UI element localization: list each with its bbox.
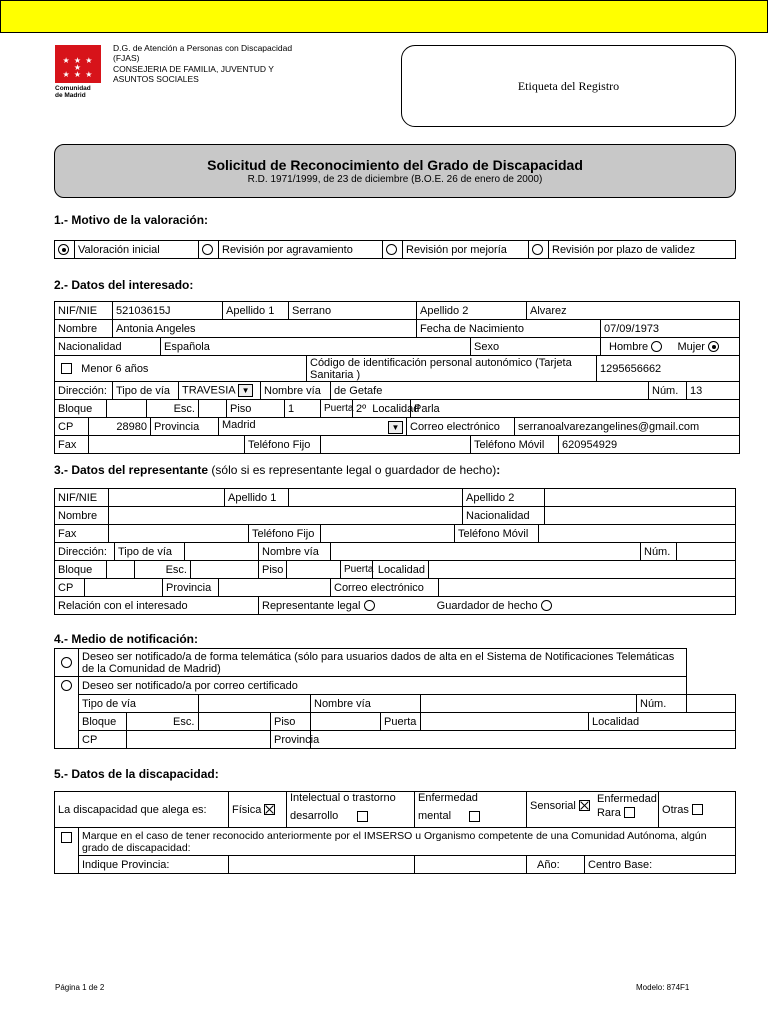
- rep-row5: [54, 560, 736, 579]
- nombre-via-label: Nombre vía: [261, 382, 331, 400]
- not-bloque-label: Bloque: [79, 713, 127, 731]
- radio-correo-certificado[interactable]: [55, 677, 79, 749]
- rep-fax-field[interactable]: [109, 525, 249, 543]
- section-5-heading: 5.- Datos de la discapacidad:: [54, 767, 219, 781]
- interesado-row8: [54, 435, 740, 454]
- rep-cp-field[interactable]: [85, 579, 163, 597]
- telematica-label: Deseo ser notificado/a de forma telemática (sólo para usuarios dados de alta en el Sistema de Notificaciones Telemáticas de la Comunidad de Madrid): [79, 649, 687, 677]
- rep-tipo-via-field[interactable]: [185, 543, 259, 561]
- puerta-label: Puerta: [321, 400, 353, 418]
- rep-row6: [54, 578, 736, 597]
- stars-icon: ★ ★ ★ ★ ★ ★ ★: [62, 56, 94, 79]
- not-esc-field[interactable]: [199, 713, 271, 731]
- rep-legal-label: Representante legal: [262, 599, 361, 612]
- label-plazo-validez: Revisión por plazo de validez: [549, 241, 736, 259]
- interesado-row1: [54, 301, 740, 320]
- piso-label: Piso: [227, 400, 285, 418]
- fax-label: Fax: [55, 436, 89, 454]
- radio-hombre[interactable]: [651, 341, 662, 352]
- bloque-label: Bloque: [55, 400, 107, 418]
- radio-agravamiento[interactable]: [199, 241, 219, 259]
- rep-direccion-label: Dirección:: [55, 543, 115, 561]
- notificacion-table: [54, 648, 736, 749]
- comunidad-madrid-logo: [55, 45, 103, 99]
- rep-tel-fijo-field[interactable]: [321, 525, 455, 543]
- dept-line-2: CONSEJERIA DE FAMILIA, JUVENTUD Y ASUNTOS SOCIALES: [113, 64, 274, 84]
- checkbox-fisica[interactable]: [264, 804, 275, 815]
- esc-label: Esc.: [147, 400, 199, 418]
- nombre-label: Nombre: [55, 320, 113, 338]
- not-num-label: Núm.: [637, 695, 687, 713]
- rep-apellido2-field[interactable]: [545, 489, 736, 507]
- rep-row3: [54, 524, 736, 543]
- model-number: Modelo: 874F1: [636, 983, 690, 992]
- rep-bloque-field[interactable]: [107, 561, 135, 579]
- indique-provincia-field[interactable]: [229, 856, 415, 874]
- rep-apellido1-field[interactable]: [289, 489, 463, 507]
- menor-6-label: Menor 6 años: [81, 362, 149, 375]
- correo-label: Correo electrónico: [407, 418, 515, 436]
- rep-provincia-field[interactable]: [219, 579, 331, 597]
- num-label: Núm.: [649, 382, 687, 400]
- not-puerta-label: Puerta: [381, 713, 421, 731]
- rep-row2: [54, 506, 736, 525]
- rep-row4: [54, 542, 736, 561]
- rep-bloque-label: Bloque: [55, 561, 107, 579]
- rep-tel-fijo-label: Teléfono Fijo: [249, 525, 321, 543]
- interesado-row3: [54, 337, 740, 356]
- not-nombre-via-label: Nombre vía: [311, 695, 421, 713]
- fecha-nacimiento-label: Fecha de Nacimiento: [417, 320, 601, 338]
- rep-tel-movil-label: Teléfono Móvil: [455, 525, 539, 543]
- provincia-label: Provincia: [151, 418, 219, 436]
- rep-nif-field[interactable]: [109, 489, 225, 507]
- rep-provincia-label: Provincia: [163, 579, 219, 597]
- radio-valoracion-inicial[interactable]: [55, 241, 75, 259]
- cp-label: CP: [55, 418, 89, 436]
- provincia-select[interactable]: Madrid ▼: [219, 418, 407, 436]
- otras-cell: Otras: [659, 792, 736, 828]
- section-4-heading: 4.- Medio de notificación:: [54, 632, 199, 646]
- cp-field[interactable]: 28980: [89, 418, 151, 436]
- not-puerta-field[interactable]: [421, 713, 589, 731]
- radio-plazo-validez[interactable]: [529, 241, 549, 259]
- rep-fax-label: Fax: [55, 525, 109, 543]
- interesado-row5: [54, 381, 740, 400]
- rep-tel-movil-field[interactable]: [539, 525, 736, 543]
- not-localidad-label: Localidad: [592, 715, 640, 728]
- radio-mejoria[interactable]: [383, 241, 403, 259]
- department-info: [113, 43, 293, 85]
- rep-esc-field[interactable]: [191, 561, 259, 579]
- rep-relacion-label: Relación con el interesado: [55, 597, 259, 615]
- rep-correo-field[interactable]: [439, 579, 736, 597]
- rep-apellido1-label: Apellido 1: [225, 489, 289, 507]
- rep-row7: [54, 596, 736, 615]
- radio-mujer[interactable]: [708, 341, 719, 352]
- indique-provincia-label: Indique Provincia:: [79, 856, 229, 874]
- section-2-heading: 2.- Datos del interesado:: [54, 278, 194, 292]
- radio-guardador[interactable]: [541, 600, 552, 611]
- registry-label-box: Etiqueta del Registro: [401, 45, 736, 127]
- rep-tipo-via-label: Tipo de vía: [115, 543, 185, 561]
- apellido2-field[interactable]: Alvarez: [527, 302, 740, 320]
- rep-piso-label: Piso: [259, 561, 287, 579]
- rep-puerta-label: Puerta: [341, 561, 373, 579]
- not-num-field[interactable]: [686, 695, 736, 713]
- tel-fijo-field[interactable]: [321, 436, 471, 454]
- sexo-options: [601, 338, 740, 356]
- logo-text: Comunidad de Madrid: [55, 85, 91, 99]
- anio-label: Año:: [537, 858, 560, 871]
- interesado-row6: [54, 399, 740, 418]
- centro-base-label: Centro Base:: [585, 856, 736, 874]
- dept-line-1: D.G. de Atención a Personas con Discapacidad (FJAS): [113, 43, 293, 63]
- localidad-field[interactable]: Parla: [411, 400, 740, 418]
- rep-row1: [54, 488, 736, 507]
- rep-cp-label: CP: [55, 579, 85, 597]
- rep-nombre-label: Nombre: [55, 507, 109, 525]
- not-bloque-esc: [127, 713, 199, 731]
- checkbox-mental[interactable]: [469, 811, 480, 822]
- menor-6-cell: [55, 356, 307, 382]
- apellido1-label: Apellido 1: [223, 302, 289, 320]
- marque-label: Marque en el caso de tener reconocido anteriormente por el IMSERSO u Organismo competente de una Comunidad Autónoma, algún grado de discapacidad:: [79, 828, 736, 856]
- rep-localidad-field[interactable]: [429, 561, 736, 579]
- checkbox-reconocido[interactable]: [55, 828, 79, 874]
- guardador-label: Guardador de hecho: [436, 599, 538, 612]
- checkbox-menor-6[interactable]: [61, 363, 72, 374]
- apellido2-label: Apellido 2: [417, 302, 527, 320]
- radio-telematica[interactable]: [55, 649, 79, 677]
- piso-field[interactable]: 1: [285, 400, 321, 418]
- checkbox-intelectual[interactable]: [357, 811, 368, 822]
- checkbox-rara[interactable]: [624, 807, 635, 818]
- not-esc-label: Esc.: [173, 715, 195, 728]
- tipo-via-select[interactable]: TRAVESIA ▼: [179, 382, 261, 400]
- page-number: Página 1 de 2: [55, 983, 105, 992]
- not-localidad: [589, 713, 736, 731]
- rep-nombre-field[interactable]: [109, 507, 463, 525]
- chevron-down-icon[interactable]: ▼: [238, 384, 253, 397]
- logo-flag: [55, 45, 101, 83]
- interesado-row2: [54, 319, 740, 338]
- rep-apellido2-label: Apellido 2: [463, 489, 545, 507]
- num-field[interactable]: 13: [687, 382, 740, 400]
- puerta-field[interactable]: 2º: [356, 402, 367, 415]
- rep-nacionalidad-field[interactable]: [545, 507, 736, 525]
- section-1-heading: 1.- Motivo de la valoración:: [54, 213, 209, 227]
- nif-field[interactable]: 52103615J: [113, 302, 223, 320]
- label-valoracion-inicial: Valoración inicial: [75, 241, 199, 259]
- checkbox-sensorial[interactable]: [579, 800, 590, 811]
- rep-nombre-via-field[interactable]: [331, 543, 641, 561]
- alega-label: La discapacidad que alega es:: [55, 792, 229, 828]
- radio-rep-legal[interactable]: [364, 600, 375, 611]
- not-tipo-via-field[interactable]: [199, 695, 311, 713]
- discapacidad-table: [54, 791, 736, 874]
- codigo-field[interactable]: 1295656662: [597, 356, 740, 382]
- bloque-field[interactable]: [107, 400, 147, 418]
- puerta-localidad: [353, 400, 420, 418]
- nif-label: NIF/NIE: [55, 302, 113, 320]
- correo-field[interactable]: serranoalvarezangelines@gmail.com: [515, 418, 740, 436]
- apellido1-field[interactable]: Serrano: [289, 302, 417, 320]
- tel-movil-label: Teléfono Móvil: [471, 436, 559, 454]
- nombre-field[interactable]: Antonia Angeles: [113, 320, 417, 338]
- not-provincia-label: Provincia: [271, 731, 311, 749]
- section-3-heading: 3.- Datos del representante (sólo si es representante legal o guardador de hecho):: [54, 463, 501, 477]
- checkbox-otras[interactable]: [692, 804, 703, 815]
- esc-field[interactable]: [199, 400, 227, 418]
- nombre-via-field[interactable]: de Getafe: [331, 382, 649, 400]
- label-agravamiento: Revisión por agravamiento: [219, 241, 383, 259]
- fecha-nacimiento-field[interactable]: 07/09/1973: [601, 320, 740, 338]
- not-piso-field[interactable]: [311, 713, 381, 731]
- label-mejoria: Revisión por mejoría: [403, 241, 529, 259]
- top-banner: [0, 0, 768, 33]
- interesado-row4: [54, 355, 740, 382]
- rep-localidad-label: Localidad: [373, 561, 429, 579]
- not-tipo-via-label: Tipo de vía: [79, 695, 199, 713]
- intelectual-cell: Intelectual o trastorno desarrollo: [287, 792, 415, 828]
- not-cp-field[interactable]: [127, 731, 271, 749]
- fax-field[interactable]: [89, 436, 245, 454]
- anio-cell: [415, 856, 560, 874]
- localidad-label: Localidad: [372, 402, 420, 415]
- rep-nif-label: NIF/NIE: [55, 489, 109, 507]
- tel-fijo-label: Teléfono Fijo: [245, 436, 321, 454]
- fisica-cell: Física: [229, 792, 287, 828]
- sexo-label: Sexo: [471, 338, 601, 356]
- rep-relacion-options: [259, 597, 736, 615]
- rep-piso-field[interactable]: [287, 561, 341, 579]
- form-subtitle: R.D. 1971/1999, de 23 de diciembre (B.O.E. 26 de enero de 2000): [247, 174, 543, 185]
- not-nombre-via-field[interactable]: [421, 695, 637, 713]
- correo-certificado-label: Deseo ser notificado/a por correo certificado: [79, 677, 687, 695]
- nacionalidad-field[interactable]: Española: [161, 338, 471, 356]
- rep-num-label: Núm.: [641, 543, 677, 561]
- sensorial-cell: Sensorial Enfermedad Rara: [527, 792, 659, 828]
- codigo-label: Código de identificación personal autonómico (Tarjeta Sanitaria ): [307, 356, 597, 382]
- not-provincia-field[interactable]: [311, 731, 736, 749]
- nacionalidad-label: Nacionalidad: [55, 338, 161, 356]
- motivo-table: [54, 240, 736, 259]
- chevron-down-icon[interactable]: ▼: [388, 421, 403, 434]
- tel-movil-field[interactable]: 620954929: [559, 436, 740, 454]
- form-title-box: [54, 144, 736, 198]
- rep-num-field[interactable]: [677, 543, 736, 561]
- rep-nacionalidad-label: Nacionalidad: [463, 507, 545, 525]
- rep-nombre-via-label: Nombre vía: [259, 543, 331, 561]
- tipo-via-label: Tipo de vía: [113, 382, 179, 400]
- not-piso-label: Piso: [271, 713, 311, 731]
- mental-cell: Enfermedad mental: [415, 792, 527, 828]
- rep-esc-label: Esc.: [135, 561, 191, 579]
- hombre-label: Hombre: [609, 340, 649, 353]
- form-title: Solicitud de Reconocimiento del Grado de Discapacidad: [207, 157, 583, 173]
- rep-correo-label: Correo electrónico: [331, 579, 439, 597]
- interesado-row7: [54, 417, 740, 436]
- direccion-label: Dirección:: [55, 382, 113, 400]
- mujer-label: Mujer: [677, 340, 705, 353]
- not-cp-label: CP: [79, 731, 127, 749]
